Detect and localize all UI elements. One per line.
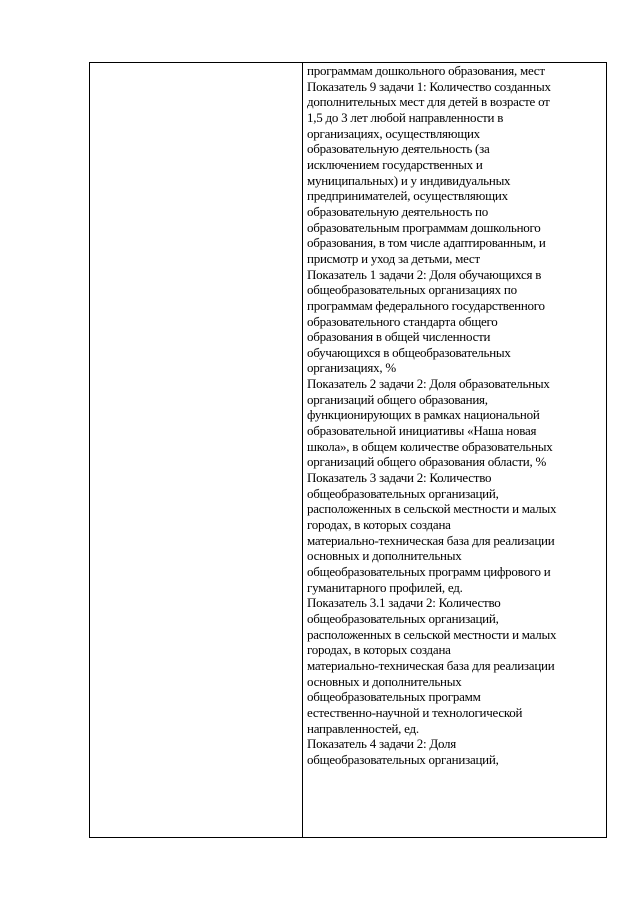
text-line: общеобразовательных организаций, [307,751,499,767]
text-line: 1,5 до 3 лет любой направленности в [307,109,504,125]
table-cell-left [90,63,303,837]
text-line: программам дошкольного образования, мест [307,63,545,78]
text-line: расположенных в сельской местности и малых [307,501,557,517]
text-line: Показатель 2 задачи 2: Доля образовательных [307,376,550,392]
text-line: основных и дополнительных [307,673,462,689]
text-line: общеобразовательных программ [307,689,481,705]
text-line: функционирующих в рамках национальной [307,407,540,423]
text-line: программам федерального государственного [307,297,545,313]
text-line: гуманитарного профилей, ед. [307,579,463,595]
text-line: организациях, % [307,360,396,376]
text-line: организаций общего образования области, % [307,454,547,470]
text-line: общеобразовательных организаций, [307,485,499,501]
text-line: образовательным программам дошкольного [307,219,541,235]
text-line: организациях, осуществляющих [307,125,480,141]
text-line: направленностей, ед. [307,720,419,736]
text-line: городах, в которых создана [307,642,451,658]
text-line: образования в общей численности [307,329,491,345]
text-line: Показатель 4 задачи 2: Доля [307,736,457,752]
text-line: образования, в том числе адаптированным, и [307,235,546,251]
text-line: общеобразовательных программ цифрового и [307,564,551,579]
text-line: дополнительных мест для детей в возрасте от [307,94,550,110]
text-line: присмотр и уход за детьми, мест [307,250,480,266]
text-line: основных и дополнительных [307,548,462,564]
text-line: образовательной инициативы «Наша новая [307,423,537,439]
text-line: исключением государственных и [307,156,483,172]
text-line: Показатель 3.1 задачи 2: Количество [307,595,501,611]
text-line: образовательную деятельность по [307,203,488,219]
text-line: расположенных в сельской местности и малых [307,626,557,642]
text-line: Показатель 1 задачи 2: Доля обучающихся в [307,266,542,282]
text-line: муниципальных) и у индивидуальных [307,172,511,188]
text-line: предпринимателей, осуществляющих [307,188,508,204]
text-line: естественно-научной и технологической [307,704,523,720]
text-line: школа», в общем количестве образовательных [307,438,553,454]
text-line: городах, в которых создана [307,517,451,533]
text-line: образовательного стандарта общего [307,313,498,329]
document-table [89,62,607,838]
text-line: материально-техническая база для реализации [307,532,555,548]
text-line: материально-техническая база для реализации [307,657,555,673]
text-line: общеобразовательных организациях по [307,282,517,298]
text-line: Показатель 9 задачи 1: Количество созданных [307,78,551,94]
text-line: организаций общего образования, [307,391,488,407]
text-line: Показатель 3 задачи 2: Количество [307,470,492,486]
text-line: обучающихся в общеобразовательных [307,344,511,360]
table-cell-right [303,63,606,837]
text-line: общеобразовательных организаций, [307,610,499,626]
text-line: образовательную деятельность (за [307,141,490,157]
